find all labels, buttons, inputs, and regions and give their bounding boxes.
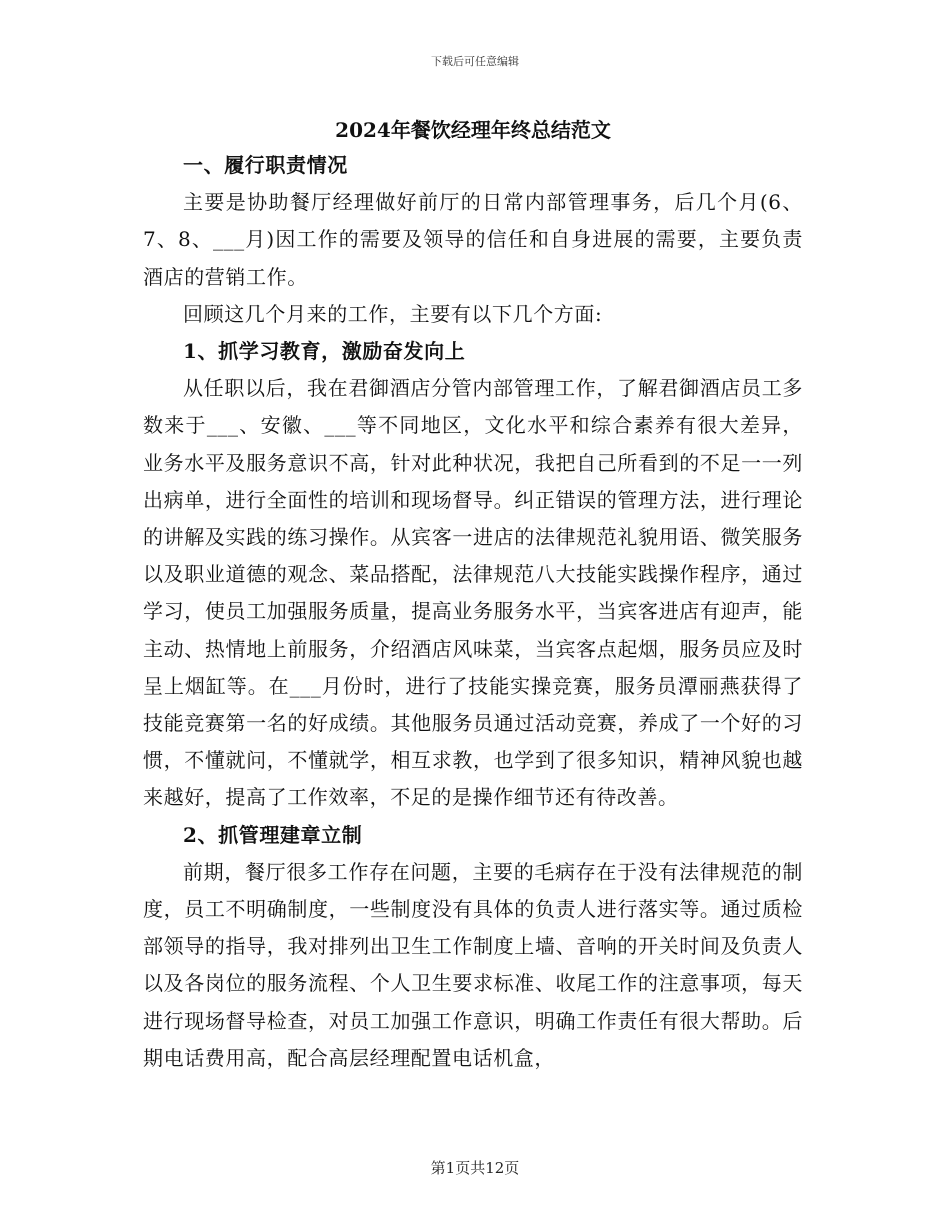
document-title: 2024年餐饮经理年终总结范文 bbox=[335, 118, 611, 142]
page-header: 下载后可任意编辑 bbox=[431, 55, 519, 68]
paragraph-4: 前期，餐厅很多工作存在问题，主要的毛病存在于没有法律规范的制度，员工不明确制度，一些制度没有具体的负责人进行落实等。通过质检部领导的指导，我对排列出卫生工作制度上墙、音响的开关时间及负责人以及各岗位的服务流程、个人卫生要求标准、收尾工作的注意事项，每天进行现场督导检查，对员工加强工作意识，明确工作责任有很大帮助。后期电话费用高，配合高层经理配置电话机盒， bbox=[143, 859, 803, 1070]
document-body bbox=[143, 115, 803, 1077]
subsection-heading-1: 1、抓学习教育，激励奋发向上 bbox=[183, 339, 466, 364]
page-footer: 第1页共12页 bbox=[430, 1159, 520, 1177]
section-heading-1: 一、履行职责情况 bbox=[183, 153, 348, 177]
paragraph-2: 回顾这几个月来的工作，主要有以下几个方面: bbox=[183, 301, 603, 326]
paragraph-1: 主要是协助餐厅经理做好前厅的日常内部管理事务，后几个月(6、7、8、___月)因工作的需要及领导的信任和自身进展的需要，主要负责酒店的营销工作。 bbox=[143, 190, 803, 289]
paragraph-3: 从任职以后，我在君御酒店分管内部管理工作，了解君御酒店员工多数来于___、安徽、___等不同地区，文化水平和综合素养有很大差异，业务水平及服务意识不高，针对此种状况，我把自己所看到的不足一一列出病单，进行全面性的培训和现场督导。纠正错误的管理方法，进行理论的讲解及实践的练习操作。从宾客一进店的法律规范礼貌用语、微笑服务以及职业道德的观念、菜品搭配，法律规范八大技能实践操作程序，通过学习，使员工加强服务质量，提高业务服务水平，当宾客进店有迎声，能主动、热情地上前服务，介绍酒店风味菜，当宾客点起烟，服务员应及时呈上烟缸等。在___月份时，进行了技能实操竞赛，服务员潭丽燕获得了技能竞赛第一名的好成绩。其他服务员通过活动竞赛，养成了一个好的习惯，不懂就问，不懂就学，相互求教，也学到了很多知识，精神风貌也越来越好，提高了工作效率，不足的是操作细节还有待改善。 bbox=[143, 376, 803, 810]
subsection-heading-2: 2、抓管理建章立制 bbox=[183, 822, 363, 847]
